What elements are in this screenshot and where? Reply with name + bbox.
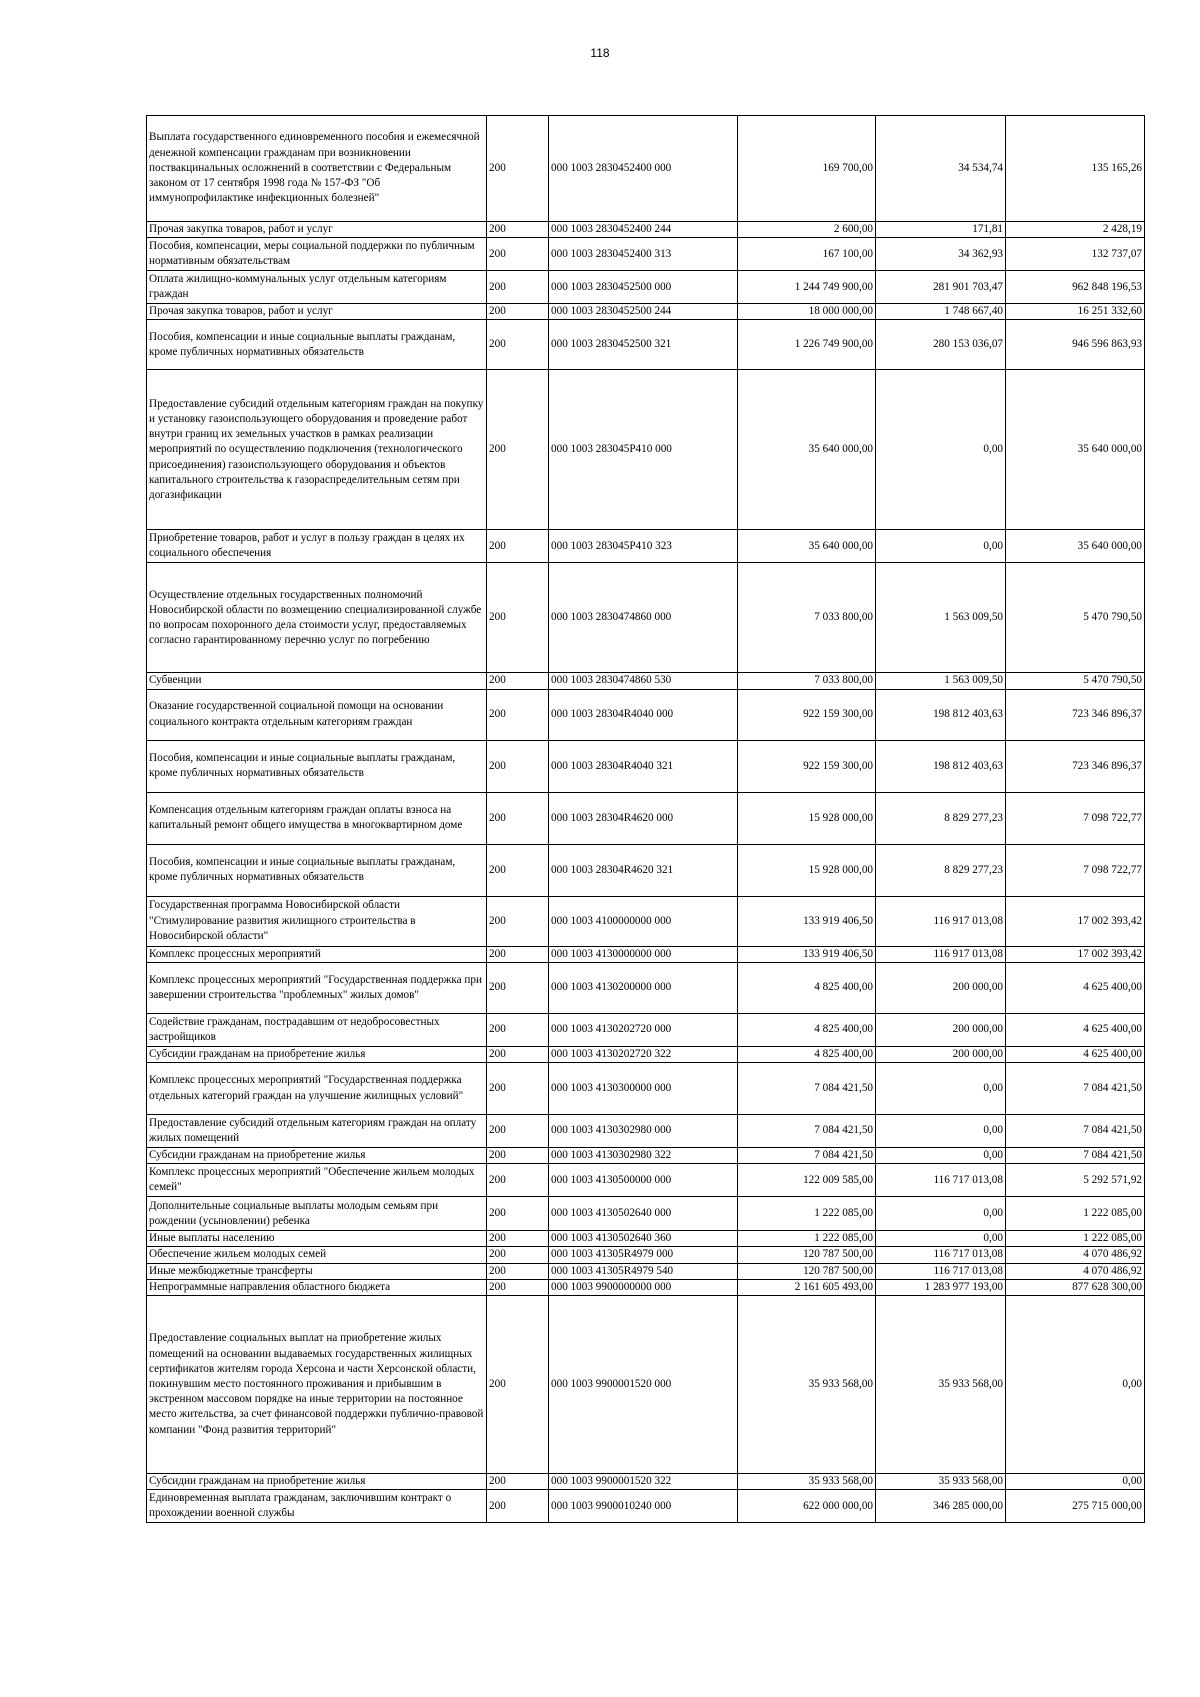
row-executed-amount: 116 717 013,08 <box>876 1164 1006 1197</box>
row-approved-amount: 15 928 000,00 <box>738 792 876 844</box>
row-code: 200 <box>487 320 549 370</box>
row-unexecuted-amount: 4 070 486,92 <box>1006 1247 1145 1263</box>
row-budget-code: 000 1003 4130202720 322 <box>549 1046 738 1062</box>
row-approved-amount: 35 933 568,00 <box>738 1474 876 1490</box>
budget-table-body <box>147 116 1145 1523</box>
row-unexecuted-amount: 5 292 571,92 <box>1006 1164 1145 1197</box>
row-code: 200 <box>487 238 549 271</box>
row-name: Обеспечение жильем молодых семей <box>147 1247 487 1263</box>
row-approved-amount: 7 084 421,50 <box>738 1063 876 1115</box>
row-budget-code: 000 1003 4130502640 000 <box>549 1197 738 1231</box>
row-approved-amount: 133 919 406,50 <box>738 946 876 962</box>
row-unexecuted-amount: 7 098 722,77 <box>1006 792 1145 844</box>
table-row <box>147 116 1145 222</box>
table-row <box>147 1046 1145 1062</box>
row-code: 200 <box>487 792 549 844</box>
row-executed-amount: 35 933 568,00 <box>876 1474 1006 1490</box>
row-code: 200 <box>487 1197 549 1231</box>
row-name: Оплата жилищно-коммунальных услуг отдельным категориям граждан <box>147 271 487 304</box>
row-code: 200 <box>487 370 549 530</box>
row-unexecuted-amount: 4 625 400,00 <box>1006 962 1145 1013</box>
table-row <box>147 1231 1145 1247</box>
table-row <box>147 962 1145 1013</box>
row-executed-amount: 0,00 <box>876 1063 1006 1115</box>
row-unexecuted-amount: 946 596 863,93 <box>1006 320 1145 370</box>
row-name: Субвенции <box>147 673 487 689</box>
row-code: 200 <box>487 304 549 320</box>
row-approved-amount: 120 787 500,00 <box>738 1263 876 1279</box>
row-code: 200 <box>487 844 549 896</box>
table-row <box>147 1115 1145 1148</box>
row-executed-amount: 35 933 568,00 <box>876 1296 1006 1474</box>
table-row <box>147 1247 1145 1263</box>
row-approved-amount: 7 033 800,00 <box>738 563 876 673</box>
table-row <box>147 740 1145 792</box>
table-row <box>147 563 1145 673</box>
row-budget-code: 000 1003 2830474860 000 <box>549 563 738 673</box>
row-name: Комплекс процессных мероприятий "Государственная поддержка при завершении строительства "проблемных" жилых домов" <box>147 962 487 1013</box>
row-executed-amount: 0,00 <box>876 1197 1006 1231</box>
row-unexecuted-amount: 16 251 332,60 <box>1006 304 1145 320</box>
row-code: 200 <box>487 530 549 563</box>
row-approved-amount: 922 159 300,00 <box>738 740 876 792</box>
row-executed-amount: 200 000,00 <box>876 962 1006 1013</box>
row-name: Субсидии гражданам на приобретение жилья <box>147 1148 487 1164</box>
row-executed-amount: 116 917 013,08 <box>876 946 1006 962</box>
row-code: 200 <box>487 1013 549 1046</box>
row-code: 200 <box>487 271 549 304</box>
row-budget-code: 000 1003 4130000000 000 <box>549 946 738 962</box>
table-row <box>147 1148 1145 1164</box>
row-executed-amount: 1 283 977 193,00 <box>876 1279 1006 1295</box>
row-approved-amount: 1 222 085,00 <box>738 1231 876 1247</box>
row-approved-amount: 922 159 300,00 <box>738 689 876 740</box>
table-row <box>147 1474 1145 1490</box>
row-approved-amount: 7 033 800,00 <box>738 673 876 689</box>
row-executed-amount: 281 901 703,47 <box>876 271 1006 304</box>
row-approved-amount: 7 084 421,50 <box>738 1148 876 1164</box>
row-code: 200 <box>487 962 549 1013</box>
row-budget-code: 000 1003 283045Р410 000 <box>549 370 738 530</box>
table-row <box>147 896 1145 946</box>
row-approved-amount: 120 787 500,00 <box>738 1247 876 1263</box>
row-name: Комплекс процессных мероприятий "Государственная поддержка отдельных категорий граждан на улучшение жилищных условий" <box>147 1063 487 1115</box>
row-name: Прочая закупка товаров, работ и услуг <box>147 304 487 320</box>
row-executed-amount: 116 717 013,08 <box>876 1263 1006 1279</box>
row-budget-code: 000 1003 28304R4620 000 <box>549 792 738 844</box>
row-approved-amount: 1 226 749 900,00 <box>738 320 876 370</box>
row-executed-amount: 0,00 <box>876 1231 1006 1247</box>
row-unexecuted-amount: 5 470 790,50 <box>1006 563 1145 673</box>
row-approved-amount: 1 222 085,00 <box>738 1197 876 1231</box>
row-executed-amount: 280 153 036,07 <box>876 320 1006 370</box>
row-name: Субсидии гражданам на приобретение жилья <box>147 1474 487 1490</box>
row-unexecuted-amount: 5 470 790,50 <box>1006 673 1145 689</box>
row-budget-code: 000 1003 2830452400 000 <box>549 116 738 222</box>
row-executed-amount: 0,00 <box>876 1148 1006 1164</box>
row-approved-amount: 18 000 000,00 <box>738 304 876 320</box>
row-approved-amount: 169 700,00 <box>738 116 876 222</box>
row-executed-amount: 8 829 277,23 <box>876 844 1006 896</box>
row-name: Иные межбюджетные трансферты <box>147 1263 487 1279</box>
row-budget-code: 000 1003 41305R4979 540 <box>549 1263 738 1279</box>
row-budget-code: 000 1003 9900001520 322 <box>549 1474 738 1490</box>
row-approved-amount: 2 161 605 493,00 <box>738 1279 876 1295</box>
row-budget-code: 000 1003 9900000000 000 <box>549 1279 738 1295</box>
table-row <box>147 1263 1145 1279</box>
table-row <box>147 844 1145 896</box>
row-executed-amount: 116 717 013,08 <box>876 1247 1006 1263</box>
row-approved-amount: 622 000 000,00 <box>738 1490 876 1523</box>
row-name: Государственная программа Новосибирской области "Стимулирование развития жилищного строительства в Новосибирской области" <box>147 896 487 946</box>
row-executed-amount: 0,00 <box>876 1115 1006 1148</box>
row-name: Комплекс процессных мероприятий "Обеспечение жильем молодых семей" <box>147 1164 487 1197</box>
row-budget-code: 000 1003 9900010240 000 <box>549 1490 738 1523</box>
row-budget-code: 000 1003 4100000000 000 <box>549 896 738 946</box>
table-row <box>147 222 1145 238</box>
row-approved-amount: 4 825 400,00 <box>738 1013 876 1046</box>
row-name: Осуществление отдельных государственных полномочий Новосибирской области по возмещению специализированной службе по вопросам похоронного дела стоимости услуг, предоставляемых согласно гарантированному перечню услуг по погребению <box>147 563 487 673</box>
table-row <box>147 1296 1145 1474</box>
row-budget-code: 000 1003 4130502640 360 <box>549 1231 738 1247</box>
table-row <box>147 370 1145 530</box>
row-approved-amount: 1 244 749 900,00 <box>738 271 876 304</box>
table-row <box>147 1197 1145 1231</box>
row-code: 200 <box>487 1164 549 1197</box>
row-name: Пособия, компенсации и иные социальные выплаты гражданам, кроме публичных нормативных обязательств <box>147 844 487 896</box>
row-unexecuted-amount: 17 002 393,42 <box>1006 946 1145 962</box>
row-code: 200 <box>487 1263 549 1279</box>
table-row <box>147 1013 1145 1046</box>
row-name: Пособия, компенсации и иные социальные выплаты гражданам, кроме публичных нормативных обязательств <box>147 740 487 792</box>
row-budget-code: 000 1003 4130200000 000 <box>549 962 738 1013</box>
row-budget-code: 000 1003 4130302980 322 <box>549 1148 738 1164</box>
table-row <box>147 792 1145 844</box>
row-unexecuted-amount: 4 625 400,00 <box>1006 1013 1145 1046</box>
row-budget-code: 000 1003 4130300000 000 <box>549 1063 738 1115</box>
row-budget-code: 000 1003 2830452500 321 <box>549 320 738 370</box>
row-code: 200 <box>487 222 549 238</box>
row-code: 200 <box>487 563 549 673</box>
row-unexecuted-amount: 7 084 421,50 <box>1006 1063 1145 1115</box>
row-unexecuted-amount: 275 715 000,00 <box>1006 1490 1145 1523</box>
row-executed-amount: 1 563 009,50 <box>876 673 1006 689</box>
row-approved-amount: 35 640 000,00 <box>738 530 876 563</box>
table-row <box>147 1279 1145 1295</box>
row-name: Оказание государственной социальной помощи на основании социального контракта отдельным категориям граждан <box>147 689 487 740</box>
row-unexecuted-amount: 7 084 421,50 <box>1006 1148 1145 1164</box>
table-row <box>147 1063 1145 1115</box>
row-unexecuted-amount: 4 625 400,00 <box>1006 1046 1145 1062</box>
row-unexecuted-amount: 35 640 000,00 <box>1006 370 1145 530</box>
row-budget-code: 000 1003 283045Р410 323 <box>549 530 738 563</box>
row-approved-amount: 122 009 585,00 <box>738 1164 876 1197</box>
row-budget-code: 000 1003 28304R4040 321 <box>549 740 738 792</box>
row-approved-amount: 4 825 400,00 <box>738 962 876 1013</box>
row-code: 200 <box>487 1231 549 1247</box>
row-code: 200 <box>487 1279 549 1295</box>
row-code: 200 <box>487 1148 549 1164</box>
row-approved-amount: 35 933 568,00 <box>738 1296 876 1474</box>
row-name: Комплекс процессных мероприятий <box>147 946 487 962</box>
row-code: 200 <box>487 1474 549 1490</box>
row-executed-amount: 346 285 000,00 <box>876 1490 1006 1523</box>
row-name: Непрограммные направления областного бюджета <box>147 1279 487 1295</box>
table-row <box>147 530 1145 563</box>
row-name: Предоставление социальных выплат на приобретение жилых помещений на основании выдаваемых государственных жилищных сертификатов жителям города Херсона и части Херсонской области, покинувшим место постоянного проживания и прибывшим в экстренном массовом порядке на иные территории на постоянное место жительства, за счет финансовой поддержки публично-правовой компании "Фонд развития территорий" <box>147 1296 487 1474</box>
row-budget-code: 000 1003 2830474860 530 <box>549 673 738 689</box>
row-unexecuted-amount: 7 084 421,50 <box>1006 1115 1145 1148</box>
row-code: 200 <box>487 116 549 222</box>
row-budget-code: 000 1003 4130202720 000 <box>549 1013 738 1046</box>
row-budget-code: 000 1003 9900001520 000 <box>549 1296 738 1474</box>
row-budget-code: 000 1003 41305R4979 000 <box>549 1247 738 1263</box>
row-executed-amount: 198 812 403,63 <box>876 740 1006 792</box>
row-unexecuted-amount: 35 640 000,00 <box>1006 530 1145 563</box>
row-executed-amount: 198 812 403,63 <box>876 689 1006 740</box>
row-code: 200 <box>487 1063 549 1115</box>
row-unexecuted-amount: 135 165,26 <box>1006 116 1145 222</box>
row-executed-amount: 116 917 013,08 <box>876 896 1006 946</box>
row-executed-amount: 8 829 277,23 <box>876 792 1006 844</box>
page-number: 118 <box>590 46 610 60</box>
row-budget-code: 000 1003 4130302980 000 <box>549 1115 738 1148</box>
row-name: Пособия, компенсации, меры социальной поддержки по публичным нормативным обязательствам <box>147 238 487 271</box>
row-unexecuted-amount: 877 628 300,00 <box>1006 1279 1145 1295</box>
row-code: 200 <box>487 1490 549 1523</box>
row-code: 200 <box>487 1247 549 1263</box>
row-name: Прочая закупка товаров, работ и услуг <box>147 222 487 238</box>
row-approved-amount: 4 825 400,00 <box>738 1046 876 1062</box>
row-unexecuted-amount: 17 002 393,42 <box>1006 896 1145 946</box>
row-name: Пособия, компенсации и иные социальные выплаты гражданам, кроме публичных нормативных обязательств <box>147 320 487 370</box>
row-executed-amount: 200 000,00 <box>876 1046 1006 1062</box>
row-approved-amount: 167 100,00 <box>738 238 876 271</box>
row-unexecuted-amount: 4 070 486,92 <box>1006 1263 1145 1279</box>
row-executed-amount: 1 748 667,40 <box>876 304 1006 320</box>
table-row <box>147 320 1145 370</box>
budget-table <box>146 115 1145 1523</box>
row-code: 200 <box>487 1115 549 1148</box>
row-code: 200 <box>487 1046 549 1062</box>
row-executed-amount: 200 000,00 <box>876 1013 1006 1046</box>
row-executed-amount: 0,00 <box>876 530 1006 563</box>
row-unexecuted-amount: 723 346 896,37 <box>1006 689 1145 740</box>
row-unexecuted-amount: 1 222 085,00 <box>1006 1197 1145 1231</box>
row-code: 200 <box>487 673 549 689</box>
row-unexecuted-amount: 0,00 <box>1006 1474 1145 1490</box>
row-unexecuted-amount: 1 222 085,00 <box>1006 1231 1145 1247</box>
row-code: 200 <box>487 689 549 740</box>
row-name: Приобретение товаров, работ и услуг в пользу граждан в целях их социального обеспечения <box>147 530 487 563</box>
row-budget-code: 000 1003 2830452500 244 <box>549 304 738 320</box>
row-approved-amount: 133 919 406,50 <box>738 896 876 946</box>
row-executed-amount: 1 563 009,50 <box>876 563 1006 673</box>
row-unexecuted-amount: 2 428,19 <box>1006 222 1145 238</box>
table-row <box>147 238 1145 271</box>
row-approved-amount: 15 928 000,00 <box>738 844 876 896</box>
row-budget-code: 000 1003 28304R4040 000 <box>549 689 738 740</box>
row-approved-amount: 35 640 000,00 <box>738 370 876 530</box>
row-unexecuted-amount: 132 737,07 <box>1006 238 1145 271</box>
row-unexecuted-amount: 723 346 896,37 <box>1006 740 1145 792</box>
row-budget-code: 000 1003 2830452400 313 <box>549 238 738 271</box>
row-unexecuted-amount: 7 098 722,77 <box>1006 844 1145 896</box>
row-executed-amount: 34 362,93 <box>876 238 1006 271</box>
table-row <box>147 1164 1145 1197</box>
row-budget-code: 000 1003 4130500000 000 <box>549 1164 738 1197</box>
row-name: Компенсация отдельным категориям граждан оплаты взноса на капитальный ремонт общего имущества в многоквартирном доме <box>147 792 487 844</box>
row-executed-amount: 34 534,74 <box>876 116 1006 222</box>
row-executed-amount: 171,81 <box>876 222 1006 238</box>
row-unexecuted-amount: 962 848 196,53 <box>1006 271 1145 304</box>
row-budget-code: 000 1003 28304R4620 321 <box>549 844 738 896</box>
row-budget-code: 000 1003 2830452400 244 <box>549 222 738 238</box>
row-name: Дополнительные социальные выплаты молодым семьям при рождении (усыновлении) ребенка <box>147 1197 487 1231</box>
row-name: Предоставление субсидий отдельным категориям граждан на покупку и установку газоиспользующего оборудования и проведение работ внутри границ их земельных участков в рамках реализации мероприятий по осуществлению подключения (технологического присоединения) газоиспользующего оборудования и объектов капитального строительства к газораспределительным сетям при догазификации <box>147 370 487 530</box>
row-approved-amount: 2 600,00 <box>738 222 876 238</box>
table-row <box>147 673 1145 689</box>
table-row <box>147 271 1145 304</box>
row-name: Предоставление субсидий отдельным категориям граждан на оплату жилых помещений <box>147 1115 487 1148</box>
row-executed-amount: 0,00 <box>876 370 1006 530</box>
table-row <box>147 1490 1145 1523</box>
row-approved-amount: 7 084 421,50 <box>738 1115 876 1148</box>
row-unexecuted-amount: 0,00 <box>1006 1296 1145 1474</box>
table-row <box>147 946 1145 962</box>
row-name: Единовременная выплата гражданам, заключившим контракт о прохождении военной службы <box>147 1490 487 1523</box>
row-name: Субсидии гражданам на приобретение жилья <box>147 1046 487 1062</box>
row-name: Иные выплаты населению <box>147 1231 487 1247</box>
table-row <box>147 689 1145 740</box>
row-code: 200 <box>487 946 549 962</box>
row-code: 200 <box>487 740 549 792</box>
row-budget-code: 000 1003 2830452500 000 <box>549 271 738 304</box>
row-name: Выплата государственного единовременного пособия и ежемесячной денежной компенсации гражданам при возникновении поствакцинальных осложнений в соответствии с Федеральным законом от 17 сентября 1998 года № 157-ФЗ "Об иммунопрофилактике инфекционных болезней" <box>147 116 487 222</box>
table-row <box>147 304 1145 320</box>
row-code: 200 <box>487 1296 549 1474</box>
row-name: Содействие гражданам, пострадавшим от недобросовестных застройщиков <box>147 1013 487 1046</box>
row-code: 200 <box>487 896 549 946</box>
